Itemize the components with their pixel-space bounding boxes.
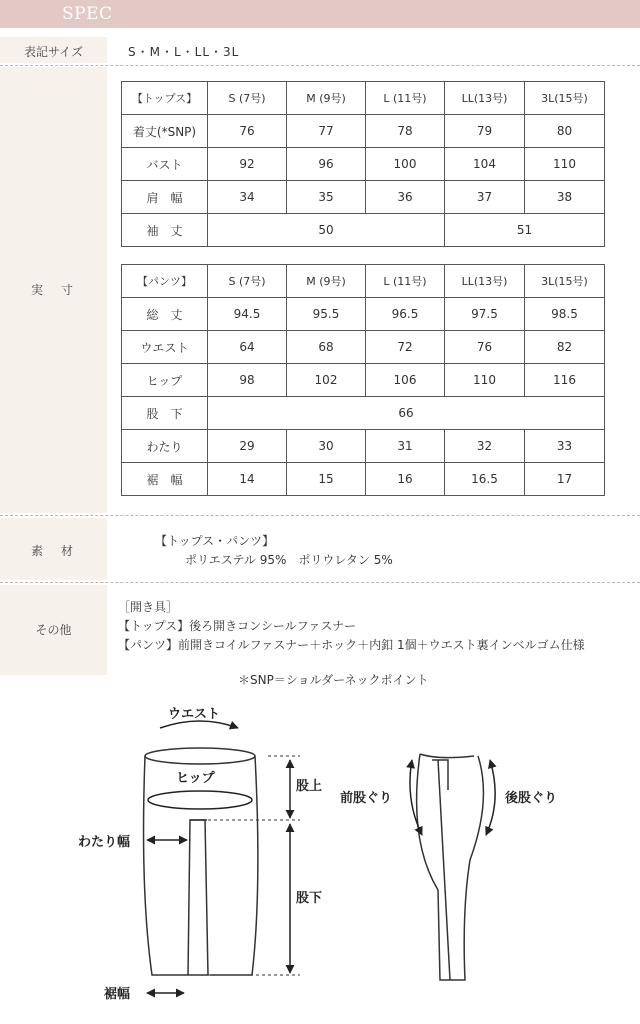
table-cell: 104	[445, 148, 525, 181]
table-cell: 34	[208, 181, 287, 214]
table-header-cell: 3L(15号)	[525, 265, 605, 298]
pants-side-outline	[417, 754, 484, 980]
divider	[0, 515, 640, 516]
table-row	[122, 82, 605, 115]
table-header-cell: S (7号)	[208, 82, 287, 115]
table-cell: 51	[445, 214, 605, 247]
spec-header	[0, 0, 640, 28]
table-row	[122, 115, 605, 148]
hip-arrow	[148, 791, 252, 809]
tops-table	[121, 81, 605, 247]
table-cell: 16	[366, 463, 445, 496]
row-label: バスト	[122, 148, 208, 181]
table-cell: 38	[525, 181, 605, 214]
table-cell: 96	[287, 148, 366, 181]
table-cell: 77	[287, 115, 366, 148]
front-rise-label: 前股ぐり	[340, 791, 393, 806]
table-row	[122, 331, 605, 364]
table-header-cell: LL(13号)	[445, 265, 525, 298]
waist-arrow	[160, 721, 238, 728]
table-cell: 100	[366, 148, 445, 181]
table-cell: 32	[445, 430, 525, 463]
table-row	[122, 364, 605, 397]
hem-label: 裾幅	[104, 987, 131, 1002]
table-cell: 92	[208, 148, 287, 181]
table-cell: 110	[525, 148, 605, 181]
divider	[0, 582, 640, 583]
table-cell: 94.5	[208, 298, 287, 331]
table-cell: 33	[525, 430, 605, 463]
table-cell: 72	[366, 331, 445, 364]
material-label: 素 材	[30, 544, 76, 558]
table-row	[122, 265, 605, 298]
back-rise-label: 後股ぐり	[505, 791, 558, 806]
row-label: 袖 丈	[122, 214, 208, 247]
material-title: 【トップス・パンツ】	[155, 534, 275, 548]
pants-measurement-diagram	[0, 690, 640, 1024]
table-row	[122, 181, 605, 214]
material-composition: ポリエステル 95% ポリウレタン 5%	[185, 553, 393, 567]
table-header-cell: L (11号)	[366, 82, 445, 115]
row-label: 総 丈	[122, 298, 208, 331]
waist-label: ウエスト	[168, 707, 221, 722]
row-label: 肩 幅	[122, 181, 208, 214]
table-cell: 98	[208, 364, 287, 397]
other-line: 【トップス】後ろ開きコンシールファスナー	[118, 619, 357, 633]
table-cell: 95.5	[287, 298, 366, 331]
table-cell: 82	[525, 331, 605, 364]
table-cell: 37	[445, 181, 525, 214]
material-block	[155, 532, 393, 570]
table-row	[122, 298, 605, 331]
size-notation-label: 表記サイズ	[23, 45, 84, 59]
table-cell: 106	[366, 364, 445, 397]
row-label: 着丈(*SNP)	[122, 115, 208, 148]
spec-title: SPEC	[62, 4, 113, 24]
table-row	[122, 430, 605, 463]
hip-label: ヒップ	[176, 771, 215, 786]
table-cell: 64	[208, 331, 287, 364]
table-row	[122, 148, 605, 181]
table-cell: 76	[208, 115, 287, 148]
table-row	[122, 397, 605, 430]
snp-note: ＊SNP＝ショルダーネックポイント	[238, 673, 429, 687]
row-label: 股 下	[122, 397, 208, 430]
table-header-cell: M (9号)	[287, 82, 366, 115]
rise-label: 股上	[296, 779, 323, 794]
row-label: 裾 幅	[122, 463, 208, 496]
table-header-cell: M (9号)	[287, 265, 366, 298]
size-notation-value: S・M・L・LL・3L	[128, 45, 240, 59]
other-block	[118, 598, 585, 655]
table-header-cell: L (11号)	[366, 265, 445, 298]
table-cell: 30	[287, 430, 366, 463]
table-cell: 76	[445, 331, 525, 364]
other-line: 【パンツ】前開きコイルファスナー＋ホック＋内釦 1個＋ウエスト裏インベルゴム仕様	[118, 638, 585, 652]
table-cell: 36	[366, 181, 445, 214]
table-cell: 79	[445, 115, 525, 148]
table-row	[122, 463, 605, 496]
table-header-cell: LL(13号)	[445, 82, 525, 115]
table-cell: 16.5	[445, 463, 525, 496]
table-cell: 66	[208, 397, 605, 430]
other-label: その他	[35, 623, 72, 637]
table-cell: 97.5	[445, 298, 525, 331]
table-cell: 116	[525, 364, 605, 397]
table-cell: 15	[287, 463, 366, 496]
back-rise-arrow	[486, 760, 495, 835]
measurements-label: 実 寸	[30, 283, 76, 297]
table-cell: 68	[287, 331, 366, 364]
table-cell: 31	[366, 430, 445, 463]
inseam-label: 股下	[296, 891, 323, 906]
table-row	[122, 214, 605, 247]
table-cell: 17	[525, 463, 605, 496]
table-cell: 35	[287, 181, 366, 214]
table-cell: 102	[287, 364, 366, 397]
table-cell: 50	[208, 214, 445, 247]
divider	[0, 65, 640, 66]
table-cell: 29	[208, 430, 287, 463]
table-header-cell: 【トップス】	[122, 82, 208, 115]
pants-table	[121, 264, 605, 496]
table-header-cell: S (7号)	[208, 265, 287, 298]
table-header-cell: 【パンツ】	[122, 265, 208, 298]
thigh-label: わたり幅	[78, 835, 131, 850]
table-cell: 96.5	[366, 298, 445, 331]
table-cell: 14	[208, 463, 287, 496]
table-cell: 80	[525, 115, 605, 148]
row-label: ウエスト	[122, 331, 208, 364]
table-cell: 110	[445, 364, 525, 397]
row-label: ヒップ	[122, 364, 208, 397]
table-cell: 98.5	[525, 298, 605, 331]
table-cell: 78	[366, 115, 445, 148]
other-line: ［開き具］	[118, 600, 179, 614]
row-label: わたり	[122, 430, 208, 463]
table-header-cell: 3L(15号)	[525, 82, 605, 115]
